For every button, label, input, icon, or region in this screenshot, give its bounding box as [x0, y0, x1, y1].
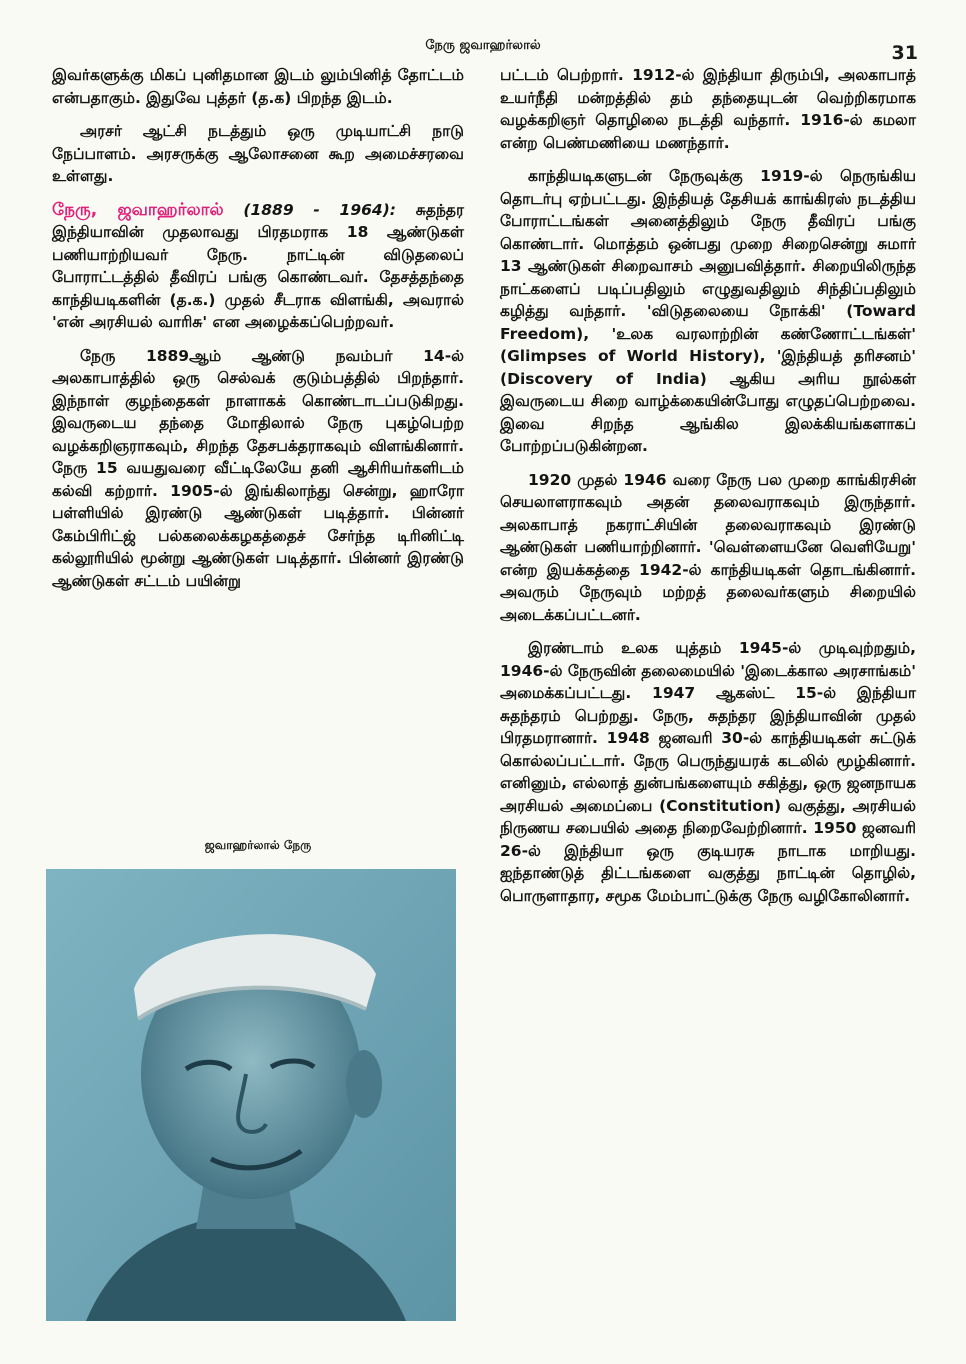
paragraph-birth: நேரு 1889ஆம் ஆண்டு நவம்பர் 14-ல் அலகாபாத்தில் ஒரு செல்வக் குடும்பத்தில் பிறந்தார். இந்நாள் குழந்தைகள் நாளாகக் கொண்டாடப்படுகிறது. இவருடைய தந்தை மோதிலால் நேரு புகழ்பெற்ற வழக்கறிஞராகவும், சிறந்த தேசபக்தராகவும் விளங்கினார். நேரு 15 வயதுவரை வீட்டிலேயே தனி ஆசிரியர்களிடம் கல்வி கற்றார். 1905-ல் இங்கிலாந்து சென்று, ஹாரோ பள்ளியில் இரண்டு ஆண்டுகள் படித்தார். பின்னர் கேம்பிரிட்ஜ் பல்கலைக்கழகத்தைச் சேர்ந்த டிரினிட்டி கல்லூரியில் மூன்று ஆண்டுகள் படித்தார். பின்னர் இரண்டு ஆண்டுகள் சட்டம் பயின்று	[52, 346, 464, 590]
entry-intro: சுதந்தர இந்தியாவின் முதலாவது பிரதமராக 18 ஆண்டுகள் பணியாற்றியவர் நேரு. நாட்டின் விடுதலைப் போராட்டத்தில் தீவிரப் பங்கு கொண்டவர். தேசத்தந்தை காந்தியடிகளின் (த.க.) முதல் சீடராக விளங்கி, அவரால் 'என் அரசியல் வாரிசு' என அழைக்கப்பெற்றவர்.	[52, 200, 465, 331]
entry-nehru	[52, 199, 464, 334]
portrait-photo	[46, 869, 456, 1321]
paragraph-congress: 1920 முதல் 1946 வரை நேரு பல முறை காங்கிரசின் செயலாளராகவும் அதன் தலைவராகவும் இருந்தார். அலகாபாத் நகராட்சியின் தலைவராகவும் இரண்டு ஆண்டுகள் பணியாற்றினார். 'வெள்ளையனே வெளியேறு' என்ற இயக்கத்தை 1942-ல் காந்தியடிகள் தொடங்கினார். அவரும் நேருவும் மற்றத் தலைவர்களும் சிறையில் அடைக்கப்பட்டனர்.	[500, 470, 916, 624]
right-column	[500, 64, 916, 918]
paragraph-freedom-struggle: காந்தியடிகளுடன் நேருவுக்கு 1919-ல் நெருங்கிய தொடர்பு ஏற்பட்டது. இந்தியத் தேசியக் காங்கிரஸ் நடத்திய போராட்டங்கள் அனைத்திலும் நேரு தீவிரப் பங்கு கொண்டார். மொத்தம் ஒன்பது முறை சிறைசென்று சுமார் 13 ஆண்டுகள் சிறைவாசம் அனுபவித்தார். சிறையிலிருந்த நாட்களைப் படிப்பதிலும் எழுதுவதிலும் சிந்திப்பதிலும் கழித்து வந்தார். 'விடுதலையை நோக்கி' (Toward Freedom), 'உலக வரலாற்றின் கண்ணோட்டங்கள்' (Glimpses of World History), 'இந்தியத் தரிசனம்' (Discovery of India) ஆகிய அரிய நூல்கள் இவருடைய சிறை வாழ்க்கையின்போது எழுதப்பெற்றவை. இவை சிறந்த ஆங்கில இலக்கியங்களாகப் போற்றப்படுகின்றன.	[500, 167, 916, 455]
left-column	[52, 64, 464, 603]
portrait-caption: ஜவாஹர்லால் நேரு	[204, 838, 312, 852]
page-number: 31	[891, 42, 918, 64]
paragraph-prime-minister: இரண்டாம் உலக யுத்தம் 1945-ல் முடிவுற்றதும், 1946-ல் நேருவின் தலைமையில் 'இடைக்கால அரசாங்கம்' அமைக்கப்பட்டது. 1947 ஆகஸ்ட் 15-ல் இந்தியா சுதந்தரம் பெற்றது. நேரு, சுதந்தர இந்தியாவின் முதல் பிரதமரானார். 1948 ஜனவரி 30-ல் காந்தியடிகள் சுட்டுக் கொல்லப்பட்டார். நேரு பெருந்துயரக் கடலில் மூழ்கினார். எனினும், எல்லாத் துன்பங்களையும் சகித்து, ஒரு ஜனநாயக அரசியல் அமைப்பை (Constitution) வகுத்து, அரசியல் நிருணய சபையில் அதை நிறைவேற்றினார். 1950 ஜனவரி 26-ல் இந்தியா ஒரு குடியரசு நாடாக மாறியது. ஐந்தாண்டுத் திட்டங்களை வகுத்து நாட்டின் தொழில், பொருளாதார, சமூக மேம்பாட்டுக்கு நேரு வழிகோலினார்.	[500, 639, 916, 905]
entry-heading: நேரு, ஜவாஹர்லால்	[52, 199, 224, 220]
paragraph-lumbini: இவர்களுக்கு மிகப் புனிதமான இடம் லும்பினித் தோட்டம் என்பதாகும். இதுவே புத்தர் (த.க) பிறந்த இடம்.	[52, 66, 464, 107]
paragraph-career: பட்டம் பெற்றார். 1912-ல் இந்தியா திரும்பி, அலகாபாத் உயர்நீதி மன்றத்தில் தம் தந்தையுடன் வெற்றிகரமாக வழக்கறிஞர் தொழிலை நடத்தி வந்தார். 1916-ல் கமலா என்ற பெண்மணியை மணந்தார்.	[500, 66, 916, 152]
entry-years: (1889 - 1964):	[243, 200, 396, 219]
running-title: நேரு ஜவாஹர்லால்	[425, 38, 541, 53]
paragraph-nepal: அரசர் ஆட்சி நடத்தும் ஒரு முடியாட்சி நாடு நேப்பாளம். அரசருக்கு ஆலோசனை கூற அமைச்சரவை உள்ளது.	[52, 122, 464, 185]
